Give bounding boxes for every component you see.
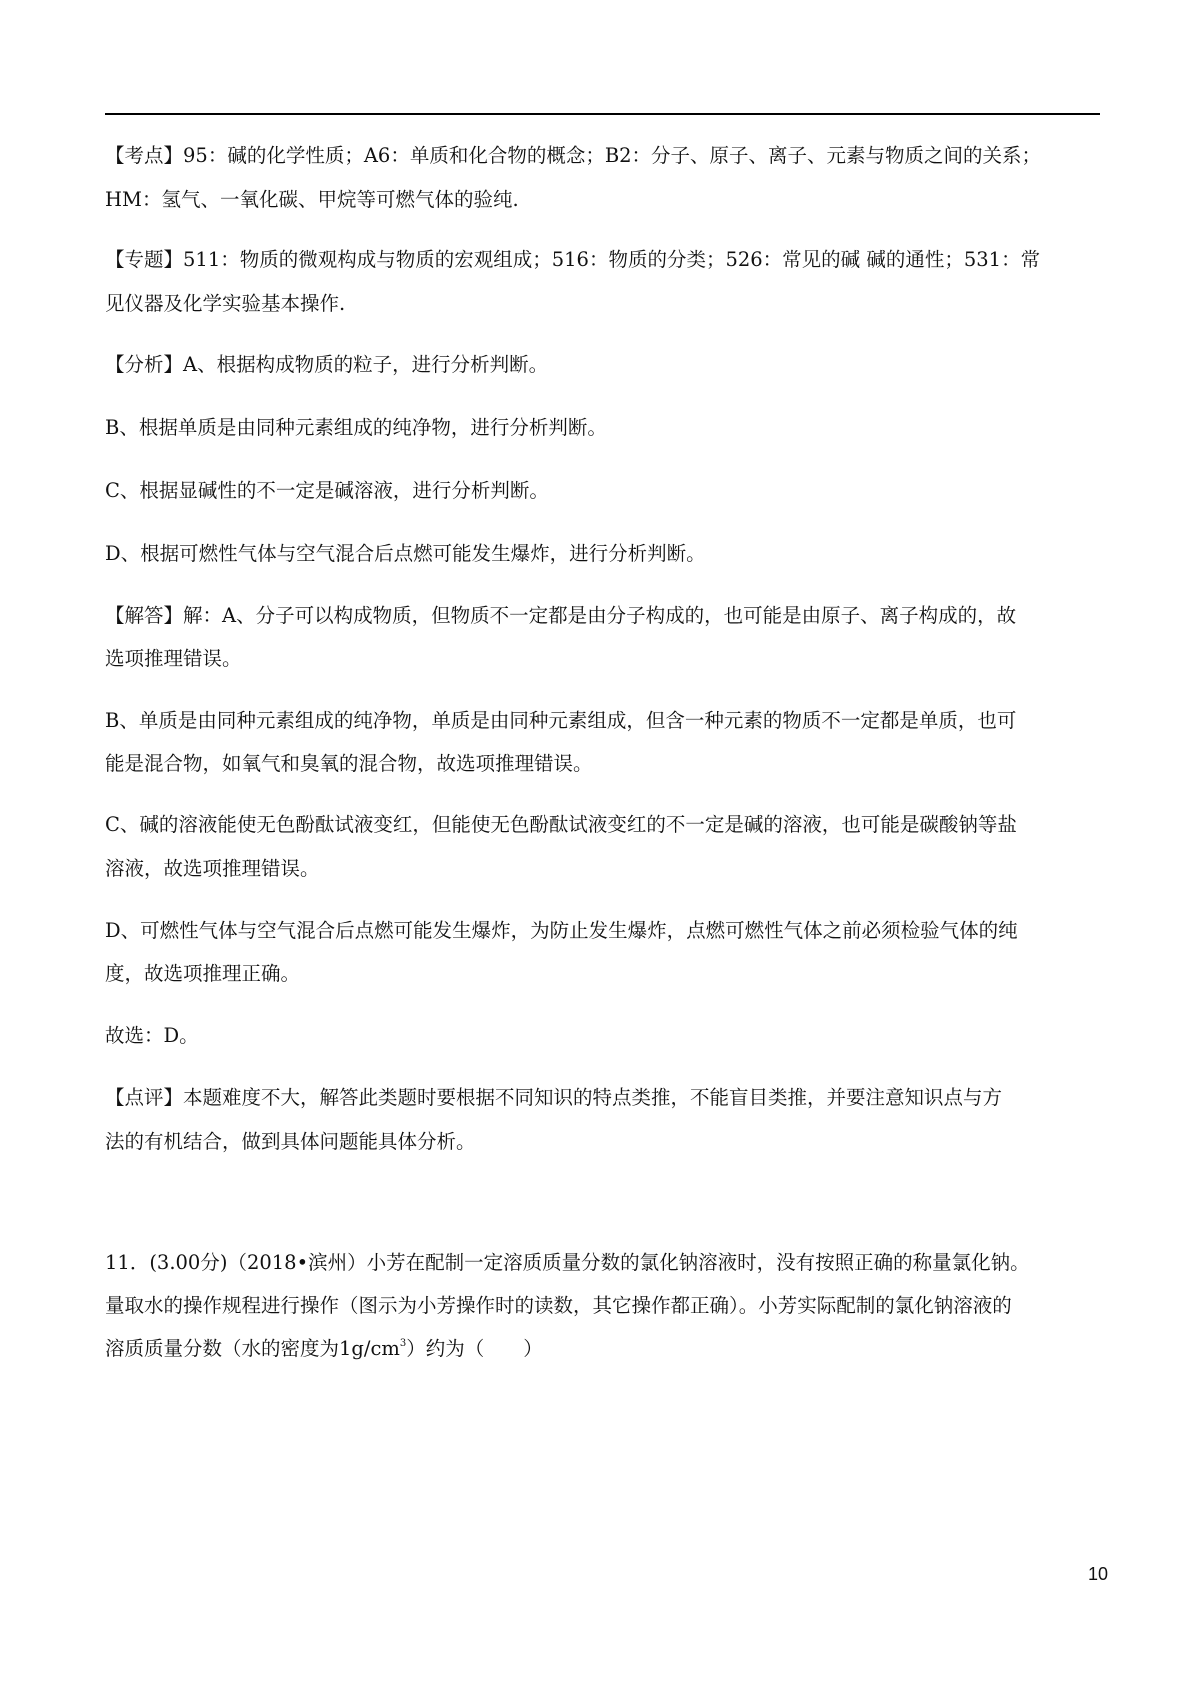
dianping-label: 【点评】 <box>105 1086 184 1109</box>
zhuanti-line-2: 见仪器及化学实验基本操作. <box>105 292 346 315</box>
header-rule <box>105 113 1100 115</box>
dianping-text-1: 本题难度不大，解答此类题时要根据不同知识的特点类推，不能盲目类推，并要注意知识点与方 <box>183 1086 1003 1109</box>
dianping-line-1 <box>105 1085 1002 1111</box>
fenxi-label: 【分析】 <box>105 353 184 376</box>
jieda-line-d2: 度，故选项推理正确。 <box>105 962 301 985</box>
fenxi-line-c: C、根据显碱性的不一定是碱溶液，进行分析判断。 <box>105 479 549 502</box>
jieda-line-b1: B、单质是由同种元素组成的纯净物，单质是由同种元素组成，但含一种元素的物质不一定都是单质，也可 <box>105 709 1017 732</box>
kaodian-label: 【考点】 <box>105 144 184 167</box>
superscript-3: 3 <box>399 1338 407 1349</box>
zhuanti-text-1: 511：物质的微观构成与物质的宏观组成；516：物质的分类；526：常见的碱 碱的通性；531：常 <box>183 248 1041 271</box>
page-number: 10 <box>1087 1564 1108 1584</box>
fenxi-line-a <box>105 352 548 378</box>
jieda-label: 【解答】 <box>105 604 184 627</box>
kaodian-line-1 <box>105 143 1041 169</box>
jieda-line-a2: 选项推理错误。 <box>105 647 242 670</box>
fenxi-line-b: B、根据单质是由同种元素组成的纯净物，进行分析判断。 <box>105 416 607 439</box>
fenxi-line-d: D、根据可燃性气体与空气混合后点燃可能发生爆炸，进行分析判断。 <box>105 542 706 565</box>
jieda-line-d1: D、可燃性气体与空气混合后点燃可能发生爆炸，为防止发生爆炸，点燃可燃性气体之前必须检验气体的纯 <box>105 919 1018 942</box>
jieda-answer: 故选：D。 <box>105 1024 199 1047</box>
question11-text-3b: ）约为（ ） <box>406 1337 543 1360</box>
question11-line-1: 11．(3.00分)（2018•滨州）小芳在配制一定溶质质量分数的氯化钠溶液时，没有按照正确的称量氯化钠。 <box>105 1251 1030 1274</box>
jieda-line-a1 <box>105 603 1016 629</box>
zhuanti-line-1 <box>105 247 1040 273</box>
dianping-line-2: 法的有机结合，做到具体问题能具体分析。 <box>105 1130 476 1153</box>
jieda-line-c1: C、碱的溶液能使无色酚酞试液变红，但能使无色酚酞试液变红的不一定是碱的溶液，也可能是碳酸钠等盐 <box>105 813 1017 836</box>
question11-text-3a: 溶质质量分数（水的密度为1g/cm <box>105 1337 400 1360</box>
fenxi-text-a: A、根据构成物质的粒子，进行分析判断。 <box>183 353 549 376</box>
jieda-text-a1: 解：A、分子可以构成物质，但物质不一定都是由分子构成的，也可能是由原子、离子构成的，故 <box>183 604 1017 627</box>
kaodian-text-1: 95：碱的化学性质；A6：单质和化合物的概念；B2：分子、原子、离子、元素与物质之间的关系； <box>183 144 1042 167</box>
zhuanti-label: 【专题】 <box>105 248 184 271</box>
kaodian-line-2: HM：氢气、一氧化碳、甲烷等可燃气体的验纯. <box>105 188 519 211</box>
question11-line-2: 量取水的操作规程进行操作（图示为小芳操作时的读数，其它操作都正确）。小芳实际配制的氯化钠溶液的 <box>105 1294 1012 1317</box>
question11-line-3 <box>105 1336 543 1362</box>
jieda-line-b2: 能是混合物，如氧气和臭氧的混合物，故选项推理错误。 <box>105 752 593 775</box>
jieda-line-c2: 溶液，故选项推理错误。 <box>105 857 320 880</box>
